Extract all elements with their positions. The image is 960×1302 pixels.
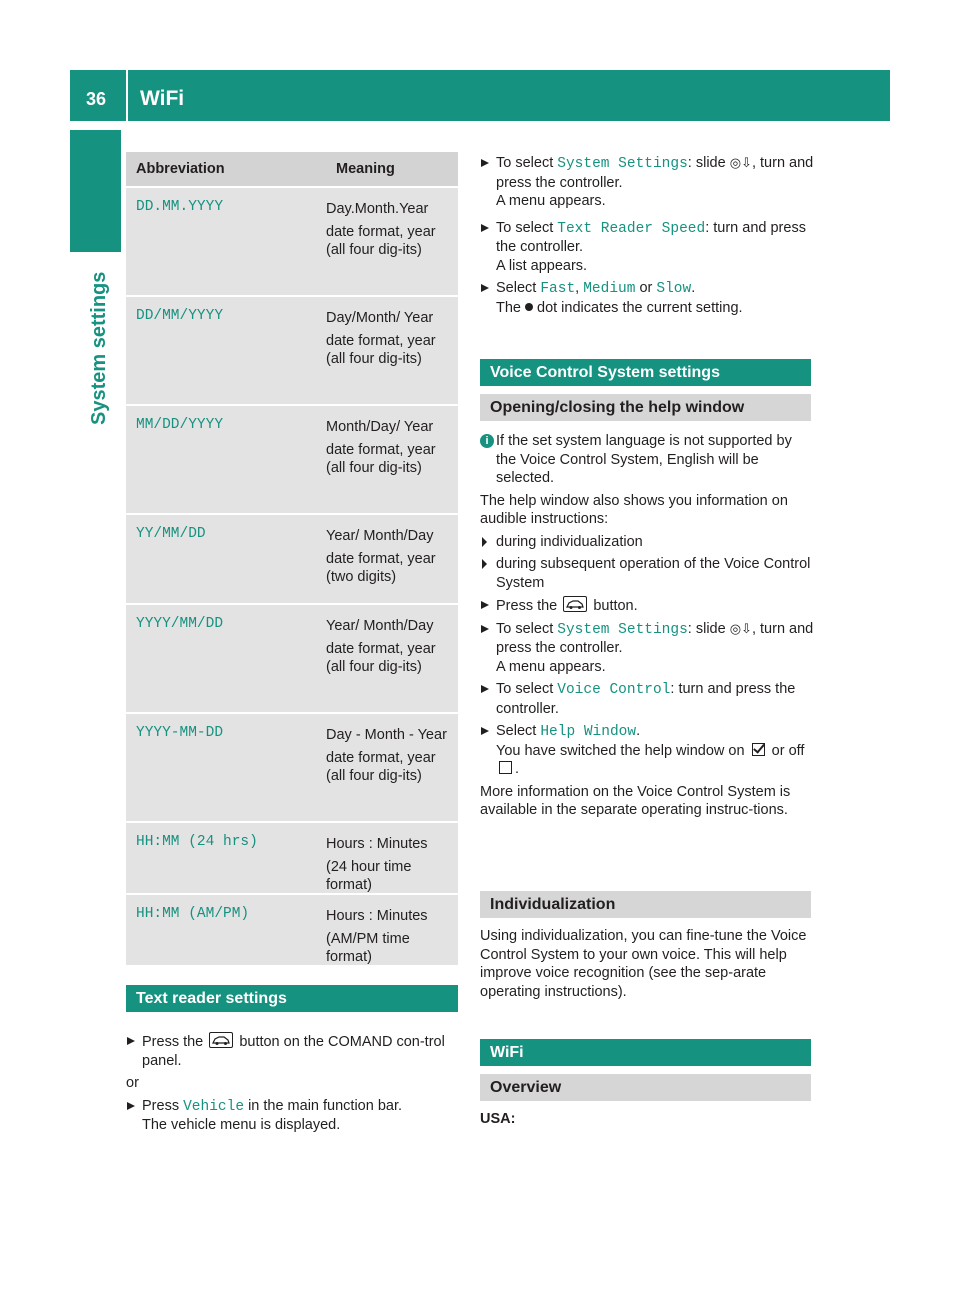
text-reader-speed-steps xyxy=(480,154,814,321)
info-icon: i xyxy=(480,434,494,448)
option-medium: Medium xyxy=(583,281,636,297)
side-section-label: System settings xyxy=(88,271,110,425)
individualization-text xyxy=(480,927,814,1005)
subsection-heading-help-window: Opening/closing the help window xyxy=(480,394,811,421)
help-window-content xyxy=(480,432,814,824)
text-reader-steps xyxy=(126,1032,460,1135)
checkbox-unchecked-icon xyxy=(499,761,512,774)
format-code: YY/MM/DD xyxy=(136,526,206,542)
info-note: i If the set system language is not supported by the Voice Control System, English will be selected. xyxy=(480,432,814,488)
meaning-detail: date format, year (all four dig-its) xyxy=(326,441,436,476)
meaning-primary: Hours : Minutes xyxy=(326,908,428,924)
table-row xyxy=(126,515,458,603)
step-item: To select System Settings: slide ◎⇩, turn and press the controller. A menu appears. xyxy=(480,154,814,211)
paragraph: The help window also shows you information on audible instructions: xyxy=(480,492,788,527)
table-row xyxy=(126,297,458,404)
subsection-heading-individualization: Individualization xyxy=(480,891,811,918)
meaning-detail: date format, year (all four dig-its) xyxy=(326,640,436,675)
page-title: WiFi xyxy=(140,87,185,110)
paragraph: More information on the Voice Control System is available in the separate operating instruc-tions. xyxy=(480,783,791,818)
meaning-detail: (24 hour time format) xyxy=(326,858,412,893)
or-text: or xyxy=(126,1075,139,1091)
format-code: DD.MM.YYYY xyxy=(136,199,224,215)
section-heading-voice-control: Voice Control System settings xyxy=(480,359,811,386)
controller-slide-icon: ◎⇩ xyxy=(729,620,752,636)
region-label-usa: USA: xyxy=(480,1111,516,1127)
meaning-primary: Day.Month.Year xyxy=(326,201,429,217)
format-code: HH:MM (AM/PM) xyxy=(136,906,250,922)
page-number: 36 xyxy=(86,89,107,109)
meaning-detail: date format, year (two digits) xyxy=(326,550,436,585)
menu-item-help-window: Help Window xyxy=(540,724,637,740)
meaning-primary: Day/Month/ Year xyxy=(326,310,434,326)
step-item: Select Help Window. You have switched the help window on or off . xyxy=(480,722,814,779)
meaning-primary: Year/ Month/Day xyxy=(326,528,434,544)
table-row xyxy=(126,714,458,821)
step-item: Press the button on the COMAND con-trol panel. xyxy=(126,1032,460,1070)
page-header xyxy=(70,70,890,121)
step-result: The vehicle menu is displayed. xyxy=(142,1117,341,1133)
format-code: YYYY/MM/DD xyxy=(136,616,224,632)
step-result: A menu appears. xyxy=(496,658,606,675)
format-code: DD/MM/YYYY xyxy=(136,308,224,324)
column-header-abbreviation: Abbreviation xyxy=(136,161,225,177)
step-item: To select Voice Control: turn and press the controller. xyxy=(480,680,814,718)
step-result: A menu appears. xyxy=(496,193,606,209)
section-heading-text-reader: Text reader settings xyxy=(126,985,458,1012)
step-item: Press Vehicle in the main function bar. The vehicle menu is displayed. xyxy=(126,1097,460,1135)
header-divider xyxy=(126,70,128,121)
step-item: To select System Settings: slide ◎⇩, turn and press the controller. A menu appears. xyxy=(480,620,814,677)
menu-item-voice-control: Voice Control xyxy=(557,682,671,698)
meaning-detail: date format, year (all four dig-its) xyxy=(326,332,436,367)
selected-dot-icon xyxy=(525,303,533,311)
menu-item-text-reader-speed: Text Reader Speed xyxy=(557,220,706,237)
table-row xyxy=(126,188,458,295)
section-heading-wifi: WiFi xyxy=(480,1039,811,1066)
meaning-primary: Hours : Minutes xyxy=(326,836,428,852)
meaning-primary: Year/ Month/Day xyxy=(326,618,434,634)
menu-item-vehicle: Vehicle xyxy=(183,1098,245,1115)
menu-item-system-settings: System Settings xyxy=(557,156,688,172)
column-header-meaning: Meaning xyxy=(336,161,395,177)
meaning-detail: date format, year (all four dig-its) xyxy=(326,749,436,784)
list-item: during subsequent operation of the Voice Control System xyxy=(480,555,814,592)
table-row xyxy=(126,823,458,893)
list-item: during individualization xyxy=(480,533,814,552)
option-fast: Fast xyxy=(540,281,576,297)
table-row xyxy=(126,406,458,513)
date-format-table xyxy=(126,152,458,965)
meaning-primary: Month/Day/ Year xyxy=(326,419,434,435)
vehicle-button-icon xyxy=(563,596,587,612)
paragraph: Using individualization, you can fine-tune the Voice Control System to your own voice. This will help improve voice recognition (see the sep-arate operating instructions). xyxy=(480,928,807,1000)
option-slow: Slow xyxy=(656,281,692,297)
format-code: YYYY-MM-DD xyxy=(136,725,224,741)
format-code: MM/DD/YYYY xyxy=(136,417,224,433)
table-header xyxy=(126,152,458,186)
controller-slide-icon: ◎⇩ xyxy=(729,155,752,170)
meaning-detail: (AM/PM time format) xyxy=(326,930,410,965)
meaning-detail: date format, year (all four dig-its) xyxy=(326,223,436,258)
menu-item-system-settings: System Settings xyxy=(557,621,688,638)
step-item: To select Text Reader Speed: turn and press the controller. A list appears. xyxy=(480,219,814,276)
vehicle-button-icon xyxy=(209,1032,233,1048)
table-row xyxy=(126,895,458,965)
meaning-primary: Day - Month - Year xyxy=(326,727,447,743)
table-row xyxy=(126,605,458,712)
step-item: Select Fast, Medium or Slow. The dot indicates the current setting. xyxy=(480,279,814,317)
step-item: Press the button. xyxy=(480,596,814,616)
subsection-heading-overview: Overview xyxy=(480,1074,811,1101)
step-result: A list appears. xyxy=(496,257,588,274)
checkbox-checked-icon xyxy=(752,743,765,756)
format-code: HH:MM (24 hrs) xyxy=(136,834,258,850)
